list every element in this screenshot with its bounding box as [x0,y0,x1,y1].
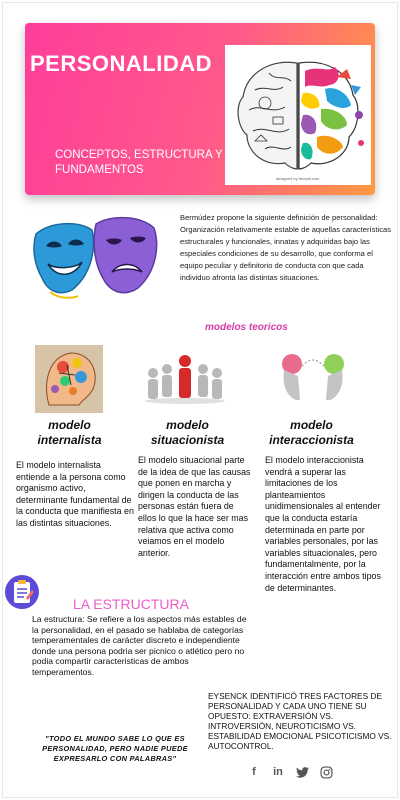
situacionista-description: El modelo situacional parte de la idea de que las causas que ponen en marcha y dirigen la conducta de las personas están fuera de ellos lo que la hace ser mas relativa que activa como veiamos en el modelo anterior. [138,455,251,558]
situacionista-title-line1: modelo [166,418,209,432]
structure-description: La estructura: Se refiere a los aspectos más estables de la personalidad, en el pasado se hablaba de categorías temperamentales de carácter discreto e independiente donde una persona podria ser picnico o atlético pero no podia compartir caracteristicas de ambos temperamentos. [32,614,247,677]
image-credit: designed by freepik.com [276,176,320,181]
interaccionista-title-line2: interaccionista [269,433,354,447]
models-heading: modelos teoricos [205,322,288,333]
interaccionista-title [264,418,359,448]
situacionista-title [140,418,235,448]
interaccionista-description: El modelo interaccionista vendrá a superar las limitaciones de los planteamientos unidimensionales al entender que la conducta estaría determinada en parte por variables personales, por las variables situacionales, pero fundamentalmente, por la interacción entre ambos tipos de determinantes. [265,455,381,593]
instagram-icon[interactable] [318,764,334,780]
clipboard-icon [4,574,40,610]
brain-illustration [225,45,371,185]
internalista-title-line1: modelo [48,418,91,432]
hero-banner [25,23,375,195]
theater-masks-image [30,212,162,304]
social-links [246,764,334,780]
page-title: PERSONALIDAD [30,51,213,76]
internalista-description: El modelo internalista entiende a la persona como organismo activo, determinante fundamental de la conducta que manifiesta en las distintas situaciones. [16,460,134,528]
page-subtitle: CONCEPTOS, ESTRUCTURA Y FUNDAMENTOS [55,149,223,176]
situacionista-image [143,351,227,405]
internalista-title-line2: internalista [37,433,102,447]
linkedin-icon[interactable]: in [273,766,283,778]
interaccionista-title-line1: modelo [290,418,333,432]
eysenck-factors: EYSENCK IDENTIFICÓ TRES FACTORES DE PERSONALIDAD Y CADA UNO TIENE SU OPUESTO: EXTRAVERSIÓN VS. INTROVERSIÓN, NEUROTICISMO VS. ESTABILIDAD EMOCIONAL PSICOTICISMO VS. AUTOCONTROL. [208,691,392,751]
internalista-image [35,345,103,413]
facebook-icon[interactable]: f [252,766,256,778]
situacionista-title-line2: situacionista [150,433,225,447]
interaccionista-image [276,348,350,404]
internalista-title [22,418,117,448]
quote: "TODO EL MUNDO SABE LO QUE ES PERSONALIDAD, PERO NADIE PUEDE EXPRESARLO CON PALABRAS" [42,734,188,763]
structure-heading: LA ESTRUCTURA [73,596,189,612]
twitter-icon[interactable] [294,764,310,780]
personality-definition: Bermúdez propone la siguiente definición de personalidad: Organización relativamente estable de aquellas características estructurales y funcionales, innatas y adquiridas bajo las especiales condiciones de su desarrollo, que conforma el equipo peculiar y definitorio de conducta con que cada individuo afronta las distintas situaciones. [180,213,392,282]
